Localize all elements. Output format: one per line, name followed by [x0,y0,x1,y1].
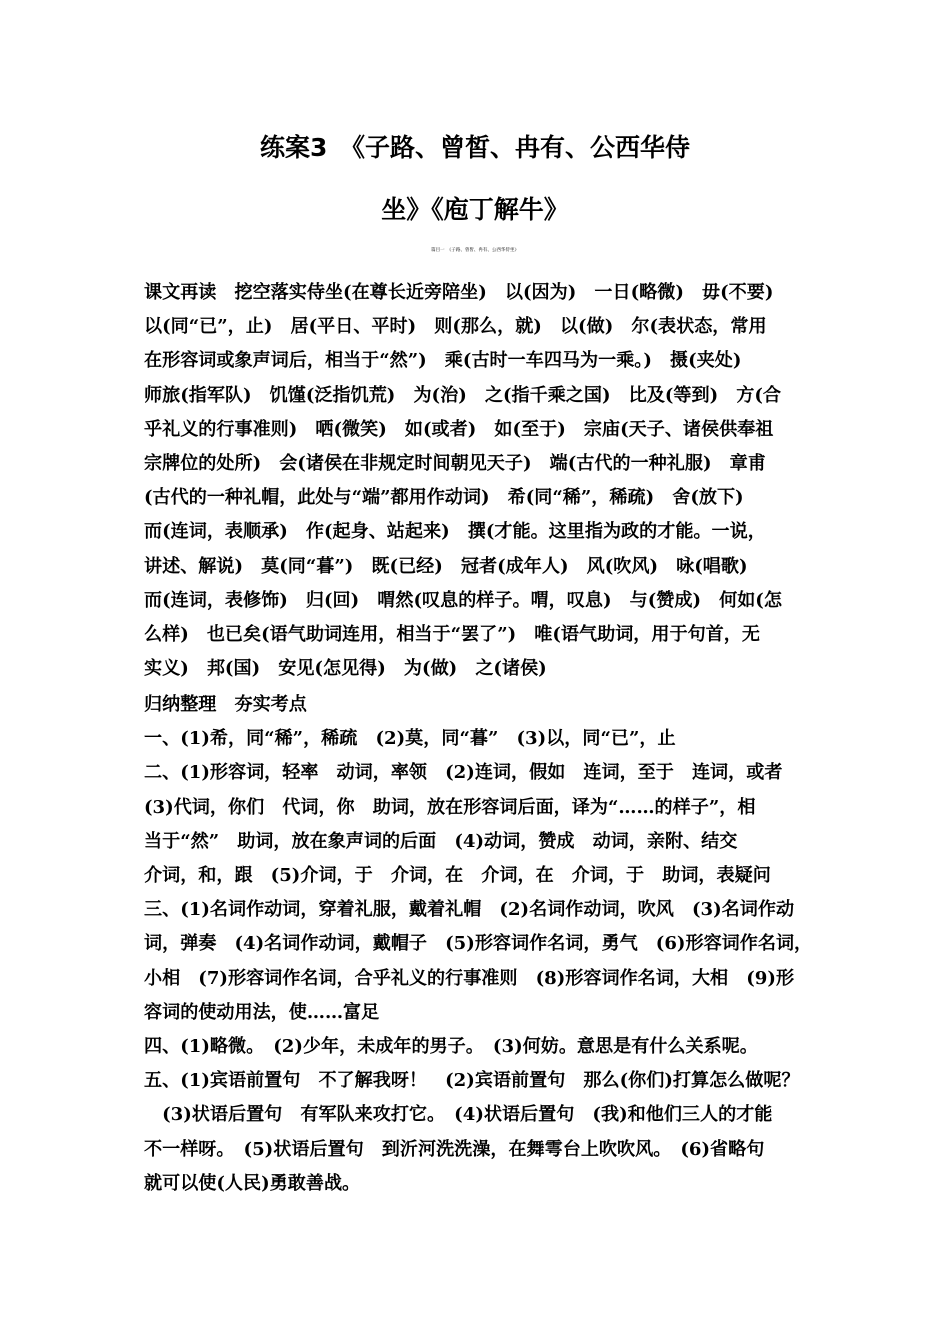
text-line: 宗牌位的处所) 会(诸侯在非规定时间朝见天子) 端(古代的一种礼服) 章甫 [144,453,766,475]
text-line: 一、(1)希，同“稀”，稀疏 (2)莫，同“暮” (3)以，同“已”，止 [144,728,676,750]
text-line: (古代的一种礼帽，此处与“端”都用作动词) 希(同“稀”，稀疏) 舍(放下) [144,487,744,509]
section-heading: 归纳整理 夯实考点 [144,694,307,715]
text-line: 介词，和，跟 (5)介词，于 介词，在 介词，在 介词，于 助词，表疑问 [144,865,771,887]
text-line: 而(连词，表修饰) 归(回) 喟然(叹息的样子。喟，叹息) 与(赞成) 何如(怎 [144,589,782,611]
text-line: (3)状语后置句 有军队来攻打它。 (4)状语后置句 (我)和他们三人的才能 [144,1104,773,1126]
text-line: 在形容词或象声词后，相当于“然”) 乘(古时一车四马为一乘。) 摄(夹处) [144,350,742,372]
text-line: 实义) 邦(国) 安见(怎见得) 为(做) 之(诸侯) [144,658,547,680]
text-line: 二、(1)形容词，轻率 动词，率领 (2)连词，假如 连词，至于 连词，或者 [144,762,783,784]
text-line: 师旅(指军队) 饥馑(泛指饥荒) 为(治) 之(指千乘之国) 比及(等到) 方(合 [144,384,781,406]
text-line: 三、(1)名词作动词，穿着礼服，戴着礼帽 (2)名词作动词，吹风 (3)名词作动 [144,899,795,921]
text-line: 以(同“已”，止) 居(平日、平时) 则(那么，就) 以(做) 尔(表状态，常用 [144,316,767,338]
text-line: 而(连词，表顺承) 作(起身、站起来) 撰(才能。这里指为政的才能。一说， [144,521,766,543]
text-line: 么样) 也已矣(语气助词连用，相当于“罢了”) 唯(语气助词，用于句首，无 [144,624,760,646]
summary-section [144,688,814,1201]
page-title-line-2: 坐》《庖丁解牛》 [381,195,569,224]
page-title-line-1: 练案3 《子路、曾皙、冉有、公西华侍 [260,133,690,162]
text-line: 容词的使动用法，使……富足 [144,1001,380,1023]
text-line: 乎礼义的行事准则) 哂(微笑) 如(或者) 如(至于) 宗庙(天子、诸侯供奉祖 [144,418,774,440]
reading-section [144,276,814,686]
text-line: 四、(1)略微。 (2)少年，未成年的男子。 (3)何妨。意思是有什么关系呢。 [144,1036,758,1058]
text-line: 讲述、解说) 莫(同“暮”) 既(已经) 冠者(成年人) 风(吹风) 咏(唱歌) [144,555,748,577]
section-subheading: 篇目一 《子路、曾皙、冉有、公西华侍坐》 [431,248,519,253]
text-line: 不一样呀。 (5)状语后置句 到沂河洗洗澡，在舞雩台上吹吹风。 (6)省略句 [144,1138,765,1160]
text-line: 就可以使(人民)勇敢善战。 [144,1172,361,1194]
text-line: 小相 (7)形容词作名词，合乎礼义的行事准则 (8)形容词作名词，大相 (9)形 [144,967,795,989]
text-line: 课文再读 挖空落实侍坐(在尊长近旁陪坐) 以(因为) 一日(略微) 毋(不要) [144,282,774,303]
text-line: (3)代词，你们 代词，你 助词，放在形容词后面，译为“……的样子”，相 [144,796,756,818]
text-line: 五、(1)宾语前置句 不了解我呀！ (2)宾语前置句 那么(你们)打算怎么做呢？ [144,1070,800,1092]
text-line: 当于“然” 助词，放在象声词的后面 (4)动词，赞成 动词，亲附、结交 [144,830,738,852]
text-line: 词，弹奏 (4)名词作动词，戴帽子 (5)形容词作名词，勇气 (6)形容词作名词， [144,933,813,955]
